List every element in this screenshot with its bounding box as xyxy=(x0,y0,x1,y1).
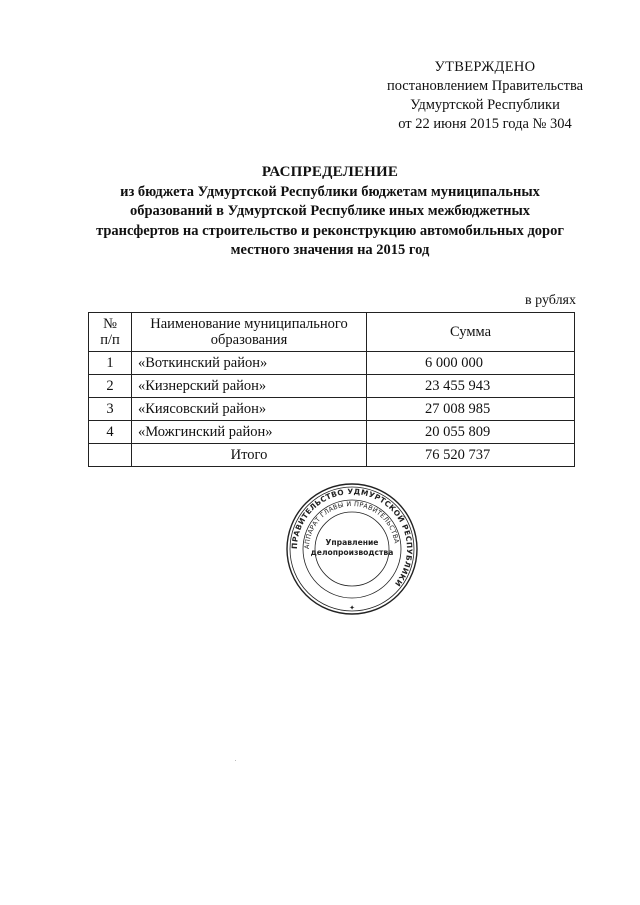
approval-stamp xyxy=(360,58,610,134)
table-row xyxy=(89,398,575,421)
row-num: 3 xyxy=(89,398,132,421)
row-sum: 23 455 943 xyxy=(367,375,575,398)
units-label: в рублях xyxy=(525,293,576,308)
header-num-line-2: п/п xyxy=(100,332,120,348)
approval-line-2: Удмуртской Республики xyxy=(410,97,560,113)
header-num xyxy=(89,313,132,352)
row-num: 2 xyxy=(89,375,132,398)
row-num: 1 xyxy=(89,352,132,375)
total-sum: 76 520 737 xyxy=(367,444,575,467)
title-main: РАСПРЕДЕЛЕНИЕ xyxy=(261,164,399,180)
row-sum: 27 008 985 xyxy=(367,398,575,421)
seal-outer-text: ПРАВИТЕЛЬСТВО УДМУРТСКОЙ РЕСПУБЛИКИ xyxy=(289,486,415,589)
row-num: 4 xyxy=(89,421,132,444)
approval-line-3: от 22 июня 2015 года № 304 xyxy=(398,116,572,132)
title-line-4: местного значения на 2015 год xyxy=(230,242,430,258)
table-row xyxy=(89,375,575,398)
row-name: «Воткинский район» xyxy=(132,352,367,375)
row-name: «Можгинский район» xyxy=(132,421,367,444)
header-num-line-1: № xyxy=(103,316,117,332)
official-seal xyxy=(285,482,419,616)
table-row xyxy=(89,352,575,375)
header-name-line-1: Наименование муниципального xyxy=(150,316,348,332)
seal-star-icon: ✦ xyxy=(349,604,355,612)
title-line-2: образований в Удмуртской Республике иных межбюджетных xyxy=(129,203,531,219)
row-name: «Киясовский район» xyxy=(132,398,367,421)
row-sum: 6 000 000 xyxy=(367,352,575,375)
header-sum: Сумма xyxy=(367,313,575,352)
header-name xyxy=(132,313,367,352)
seal-center-line-1: Управление xyxy=(325,538,379,547)
seal-inner-text: АППАРАТ ГЛАВЫ И ПРАВИТЕЛЬСТВА xyxy=(302,499,401,550)
seal-center-line-2: делопроизводства xyxy=(310,548,394,557)
table-row xyxy=(89,421,575,444)
title-line-1: из бюджета Удмуртской Республики бюджетам муниципальных xyxy=(120,183,540,200)
total-num xyxy=(89,444,132,467)
table-header-row xyxy=(89,313,575,352)
document-title xyxy=(80,163,580,261)
row-sum: 20 055 809 xyxy=(367,421,575,444)
approval-heading: УТВЕРЖДЕНО xyxy=(434,59,536,75)
scan-speck xyxy=(235,760,236,761)
title-line-3: трансфертов на строительство и реконструкцию автомобильных дорог xyxy=(96,222,564,239)
row-name: «Кизнерский район» xyxy=(132,375,367,398)
header-name-line-2: образования xyxy=(210,332,288,348)
table-total-row xyxy=(89,444,575,467)
distribution-table xyxy=(88,312,575,467)
approval-line-1: постановлением Правительства xyxy=(386,78,584,94)
total-label: Итого xyxy=(132,444,367,467)
